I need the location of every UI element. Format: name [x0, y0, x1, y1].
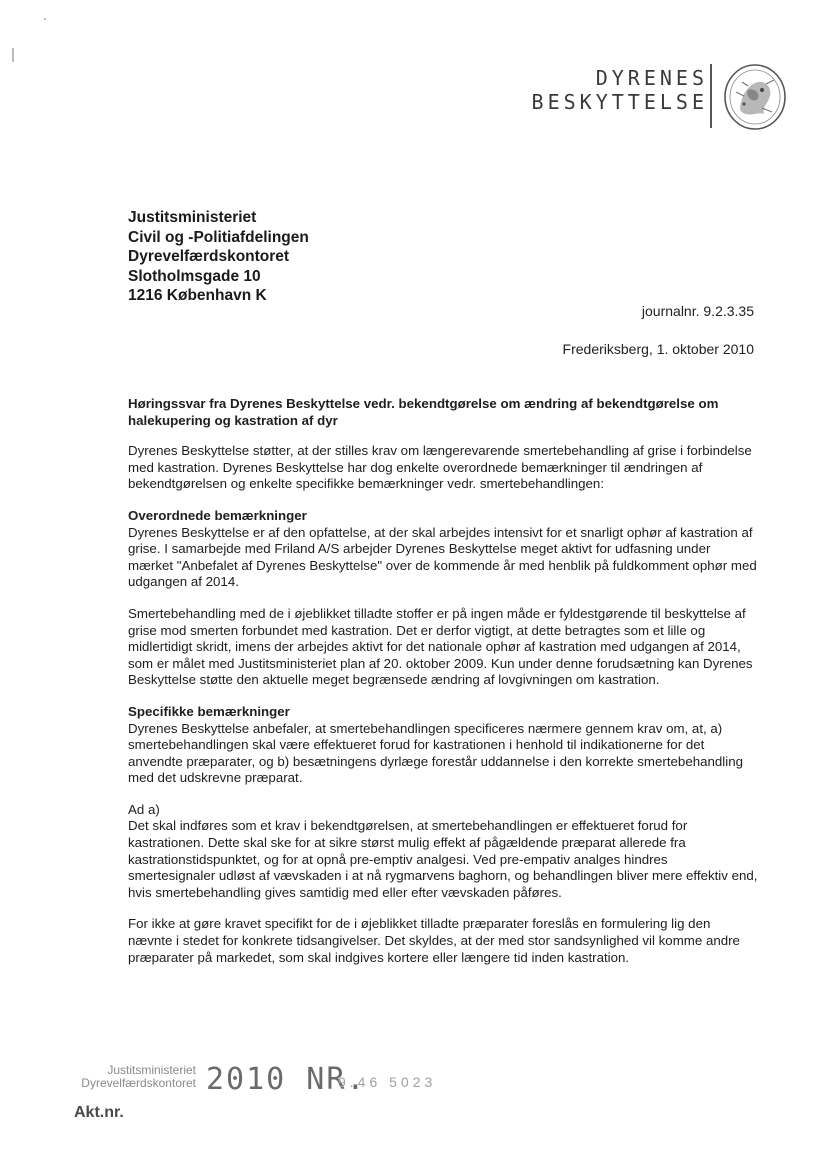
logo-line-1: DYRENES — [595, 66, 708, 90]
general-paragraph-1: Dyrenes Beskyttelse er af den opfattelse, at der skal arbejdes intensivt for et snarligt ophør af kastration af grise. I samarbejde med Friland A/S arbejder Dyrenes Beskyttelse meget aktivt for udfasning under mærket "Anbefalet af Dyrenes Beskyttelse" over de kommende år med henblik på fuldkomment ophør med udgangen af 2014. — [128, 524, 757, 590]
subject-line: Høringssvar fra Dyrenes Beskyttelse vedr. bekendtgørelse om ændring af bekendtgørelse om halekupering og kastration af dyr — [128, 396, 719, 428]
received-stamp — [76, 1062, 496, 1142]
specific-paragraph-1: Dyrenes Beskyttelse anbefaler, at smertebehandlingen specificeres nærmere gennem krav om, at, a) smertebehandlingen skal være effektueret forud for kastrationen i henhold til indikationerne for det anvendte præparater, og b) besætningens dyrlæge forestår uddannelse i den korrekte smertebehandling med det udskrevne præparat. — [128, 720, 743, 786]
section-heading-specific: Specifikke bemærkninger — [128, 703, 290, 719]
stamp-akt-label: Akt.nr. — [74, 1104, 124, 1121]
recipient-department: Civil og -Politiafdelingen — [128, 228, 309, 246]
letter-body — [128, 396, 758, 981]
section-heading-ad-a: Ad a) — [128, 801, 160, 817]
recipient-address — [128, 208, 488, 306]
stamp-number: 2010 NR. — [206, 1062, 367, 1097]
recipient-ministry: Justitsministeriet — [128, 209, 257, 226]
dyrenes-beskyttelse-logo — [500, 58, 800, 138]
scan-speck — [12, 48, 14, 62]
stamp-line-1: Justitsministeriet — [107, 1063, 196, 1077]
recipient-city: 1216 København K — [128, 287, 267, 304]
stamp-office — [76, 1064, 196, 1090]
place-date: Frederiksberg, 1. oktober 2010 — [562, 341, 754, 357]
recipient-street: Slotholmsgade 10 — [128, 267, 261, 285]
section-heading-general: Overordnede bemærkninger — [128, 507, 307, 523]
ad-a-paragraph-1: Det skal indføres som et krav i bekendtgørelsen, at smertebehandlingen er effektueret forud for kastrationen. Dette skal ske for at sikre størst mulig effekt af pågældende præparat allerede fra kastrationstidspunktet, og for at opnå pre-emptiv analgesi. Ved pre-empativ analges hindres smertesignaler udløst af vævskaden i at nå rygmarvens baghorn, og behandlingen bliver mere effektiv end, hvis smertebehandling gives samtidig med eller efter vævskaden påføres. — [128, 818, 758, 900]
logo-wordmark — [532, 66, 708, 114]
scan-speck — [44, 18, 46, 20]
general-paragraph-2: Smertebehandling med de i øjeblikket tilladte stoffer er på ingen måde er fyldestgørende til beskyttelse af grise mod smerten forbundet med kastration. Det er derfor vigtigt, at dette betragtes som et lille og midlertidigt skridt, imens der arbejdes aktivt for det nationale ophør af kastration med udgangen af 2014, som er målet med Justitsministeriet plan af 20. oktober 2009. Kun under denne forudsætning kan Dyrenes Beskyttelse støtte den aktuelle meget begrænsede ændring af lovgivningen om kastration. — [128, 605, 753, 688]
stamp-extra-number: 9.46 5023 — [338, 1074, 437, 1090]
seal-icon — [722, 62, 788, 132]
journal-number: journalnr. 9.2.3.35 — [641, 303, 754, 319]
logo-divider — [710, 64, 712, 128]
ad-a-paragraph-2: For ikke at gøre kravet specifikt for de i øjeblikket tilladte præparater foreslås en formulering lig den nævnte i stedet for konkrete tidsangivelser. Det skyldes, at der med stor sandsynlighed vil komme andre præparater på markedet, som skal indgives kortere eller længere tid inden kastration. — [128, 916, 740, 965]
recipient-office: Dyrevelfærdskontoret — [128, 248, 290, 265]
logo-line-2: BESKYTTELSE — [531, 90, 708, 114]
intro-paragraph: Dyrenes Beskyttelse støtter, at der stilles krav om længerevarende smertebehandling af grise i forbindelse med kastration. Dyrenes Beskyttelse har dog enkelte overordnede bemærkninger til ændringen af bekendtgørelsen og enkelte specifikke bemærkninger vedr. smertebehandlingen: — [128, 443, 752, 492]
stamp-line-2: Dyrevelfærdskontoret — [81, 1076, 196, 1090]
